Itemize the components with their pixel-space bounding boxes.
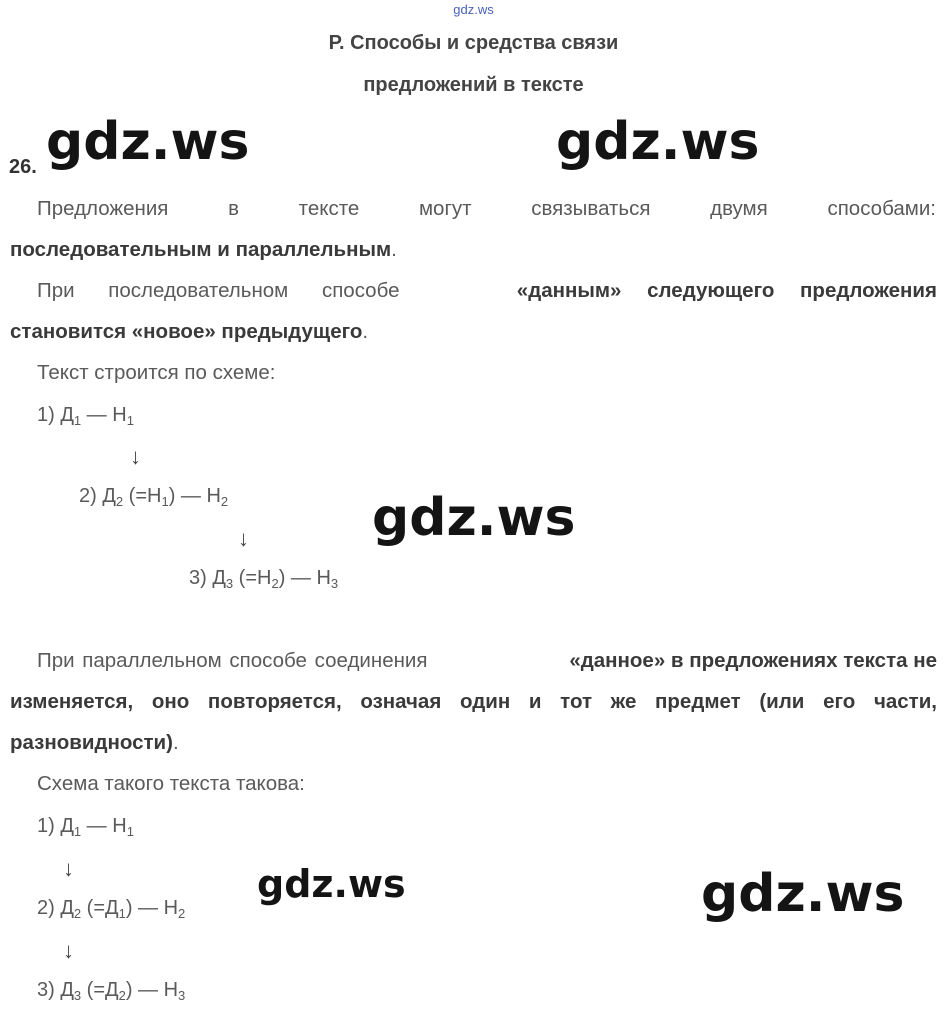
para3-line2: изменяется, оно повторяется, означая один и тот же предмет (или его части,	[10, 690, 937, 713]
scheme2-row1: 1) $Д_1$ — $Н_1$	[37, 815, 134, 839]
para2-line2: становится «новое» предыдущего.	[10, 320, 369, 343]
scheme2-row3: 3) $Д_3$ $(=Д_2)$ — $Н_3$	[37, 979, 186, 1003]
watermark-small: gdz.ws	[453, 2, 494, 17]
heading-line-2: предложений в тексте	[363, 74, 584, 96]
scheme1-intro: Текст строится по схеме:	[37, 361, 276, 384]
para2-line1: При последовательном способе «данным» следующего предложения	[37, 279, 937, 302]
exercise-number: 26.	[9, 156, 37, 178]
watermark-3: gdz.ws	[372, 488, 576, 548]
watermark-4: gdz.ws	[257, 862, 406, 906]
scheme1-row3: 3) $Д_3$ $(=Н_2)$ — $Н_3$	[189, 567, 339, 591]
watermark-2: gdz.ws	[556, 112, 760, 172]
watermark-1: gdz.ws	[46, 112, 250, 172]
scheme1-row1: 1) $Д_1$ — $Н_1$	[37, 404, 134, 428]
scheme2-arrow-2: ↓	[63, 938, 74, 963]
para1-line1: Предложения в тексте могут связываться двумя способами:	[37, 197, 936, 220]
scheme1-row2: 2) $Д_2$ $(=Н_1)$ — $Н_2$	[79, 485, 229, 509]
heading-line-1: Р. Способы и средства связи	[328, 32, 619, 54]
scheme1-arrow-2: ↓	[238, 526, 249, 551]
para1-line2: последовательным и параллельным.	[10, 238, 397, 261]
scheme1-arrow-1: ↓	[130, 444, 141, 469]
para3-line1: При параллельном способе соединения «данное» в предложениях текста не	[37, 649, 937, 672]
scheme2-intro: Схема такого текста такова:	[37, 772, 305, 795]
scheme2-row2: 2) $Д_2$ $(=Д_1)$ — $Н_2$	[37, 897, 186, 921]
scheme2-arrow-1: ↓	[63, 856, 74, 881]
watermark-5: gdz.ws	[701, 864, 905, 924]
para3-line3: разновидности).	[10, 731, 179, 754]
